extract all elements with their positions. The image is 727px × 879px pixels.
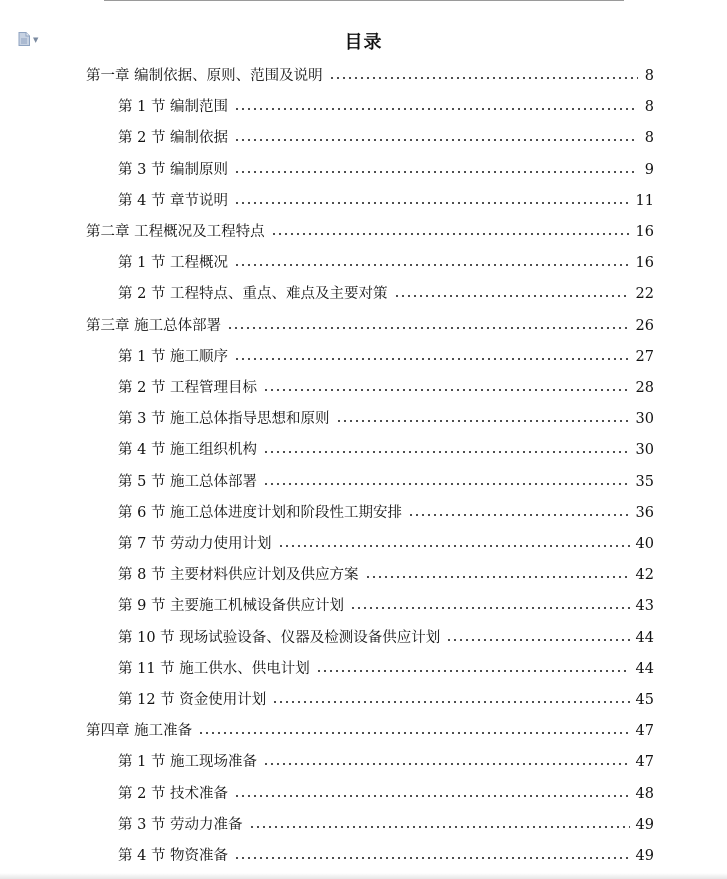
toc-entry-label: 第 7 节 劳动力使用计划 [118, 536, 272, 552]
toc-entry-label: 第 5 节 施工总体部署 [118, 473, 258, 490]
toc-page-number: 42 [635, 567, 654, 584]
toc-page-number: 40 [635, 536, 654, 552]
toc-page-number: 43 [635, 598, 654, 615]
toc-dot-leader [408, 512, 629, 518]
toc-page-number: 26 [635, 317, 654, 334]
toc-dot-leader [249, 824, 630, 830]
toc-dot-leader [234, 169, 638, 175]
toc-dot-leader [234, 262, 629, 268]
toc-entry-label: 第 3 节 劳动力准备 [118, 816, 243, 833]
toc-page-number: 44 [635, 629, 654, 646]
toc-dot-leader [336, 418, 630, 424]
toc-page-number: 16 [635, 224, 654, 240]
toc-section-entry[interactable] [118, 284, 654, 304]
toc-section-entry[interactable] [118, 784, 654, 804]
toc-dot-leader [198, 730, 629, 736]
toc-entry-label: 第一章 编制依据、原则、范围及说明 [86, 68, 323, 84]
toc-page-number: 36 [635, 504, 654, 521]
toc-entry-label: 第 3 节 编制原则 [118, 161, 229, 178]
toc-section-entry[interactable] [118, 409, 654, 429]
toc-entry-label: 第 2 节 工程管理目标 [118, 380, 258, 396]
toc-dot-leader [263, 761, 629, 767]
toc-page-number: 22 [635, 286, 654, 303]
toc-dot-leader [271, 231, 630, 237]
toc-page-number: 8 [644, 68, 654, 84]
toc-dot-leader [278, 543, 630, 549]
toc-dot-leader [350, 605, 629, 611]
toc-chapter-entry[interactable] [86, 66, 654, 86]
toc-entry-label: 第 1 节 编制范围 [118, 99, 229, 116]
toc-section-entry[interactable] [118, 659, 654, 679]
toc-dot-leader [234, 137, 638, 143]
toc-section-entry[interactable] [118, 752, 654, 772]
toc-entry-label: 第 11 节 施工供水、供电计划 [118, 660, 310, 677]
toc-section-entry[interactable] [118, 191, 654, 211]
toc-entry-label: 第三章 施工总体部署 [86, 317, 222, 334]
toc-section-entry[interactable] [118, 628, 654, 648]
page-bottom-edge [0, 873, 727, 879]
toc-entry-label: 第 2 节 技术准备 [118, 785, 229, 802]
toc-page-number: 30 [635, 411, 654, 428]
toc-section-entry[interactable] [118, 565, 654, 585]
toc-section-entry[interactable] [118, 440, 654, 460]
toc-section-entry[interactable] [118, 846, 654, 866]
toc-dot-leader [234, 106, 638, 112]
toc-section-entry[interactable] [118, 534, 654, 554]
toc-entry-label: 第 1 节 施工顺序 [118, 348, 229, 365]
toc-chapter-entry[interactable] [86, 222, 654, 242]
toc-entry-label: 第 9 节 主要施工机械设备供应计划 [118, 598, 345, 615]
toc-page-number: 35 [635, 473, 654, 490]
toc-dot-leader [234, 855, 629, 861]
toc-entry-label: 第 6 节 施工总体进度计划和阶段性工期安排 [118, 504, 403, 521]
toc-dot-leader [234, 793, 629, 799]
toc-section-entry[interactable] [118, 472, 654, 492]
toc-entry-label: 第 12 节 资金使用计划 [118, 692, 267, 708]
toc-section-entry[interactable] [118, 378, 654, 398]
toc-page-number: 44 [635, 660, 654, 677]
page-top-border [104, 0, 624, 1]
toc-dot-leader [227, 325, 629, 331]
toc-chapter-entry[interactable] [86, 721, 654, 741]
toc-page-number: 9 [644, 161, 654, 178]
toc-dot-leader [234, 356, 629, 362]
toc-page-number: 8 [644, 130, 654, 147]
toc-page-number: 8 [644, 99, 654, 116]
toc-dot-leader [263, 449, 629, 455]
toc-dot-leader [263, 387, 629, 393]
toc-page-number: 48 [635, 785, 654, 802]
toc-section-entry[interactable] [118, 690, 654, 710]
toc-dot-leader [316, 668, 630, 674]
toc-entry-label: 第 1 节 施工现场准备 [118, 754, 258, 771]
toc-entry-label: 第 2 节 编制依据 [118, 130, 229, 147]
toc-entry-label: 第 4 节 章节说明 [118, 192, 229, 209]
toc-section-entry[interactable] [118, 128, 654, 148]
toc-page-number: 45 [635, 692, 654, 708]
toc-section-entry[interactable] [118, 596, 654, 616]
toc-page-number: 47 [635, 754, 654, 771]
toc-section-entry[interactable] [118, 503, 654, 523]
toc-dot-leader [272, 699, 629, 705]
toc-entry-label: 第 10 节 现场试验设备、仪器及检测设备供应计划 [118, 629, 441, 646]
toc-entry-label: 第 8 节 主要材料供应计划及供应方案 [118, 567, 359, 584]
toc-page-number: 49 [635, 816, 654, 833]
toc-entry-label: 第 3 节 施工总体指导思想和原则 [118, 411, 330, 428]
toc-page-number: 30 [635, 442, 654, 459]
toc-page-number: 16 [635, 255, 654, 272]
toc-entry-label: 第 4 节 施工组织机构 [118, 442, 258, 459]
toc-section-entry[interactable] [118, 160, 654, 180]
toc-dot-leader [234, 200, 629, 206]
toc-entry-label: 第 1 节 工程概况 [118, 255, 229, 272]
toc-section-entry[interactable] [118, 815, 654, 835]
toc-entry-label: 第 2 节 工程特点、重点、难点及主要对策 [118, 286, 388, 303]
toc-section-entry[interactable] [118, 97, 654, 117]
toc-entry-label: 第 4 节 物资准备 [118, 848, 229, 864]
chevron-down-icon: ▼ [33, 35, 39, 44]
toc-section-entry[interactable] [118, 253, 654, 273]
toc-page-number: 49 [635, 848, 654, 864]
toc-dot-leader [329, 75, 638, 81]
toc-page-number: 47 [635, 723, 654, 740]
toc-dot-leader [365, 574, 630, 580]
toc-section-entry[interactable] [118, 347, 654, 367]
toc-entry-label: 第二章 工程概况及工程特点 [86, 224, 265, 240]
toc-dot-leader [394, 293, 630, 299]
toc-page-number: 11 [635, 192, 654, 209]
toc-page-number: 27 [635, 348, 654, 365]
toc-chapter-entry[interactable] [86, 316, 654, 336]
toc-entry-label: 第四章 施工准备 [86, 723, 193, 740]
toc-title: 目录 [344, 32, 383, 53]
toc-dot-leader [263, 481, 629, 487]
toc-page-number: 28 [635, 380, 654, 396]
toc-dot-leader [446, 637, 629, 643]
